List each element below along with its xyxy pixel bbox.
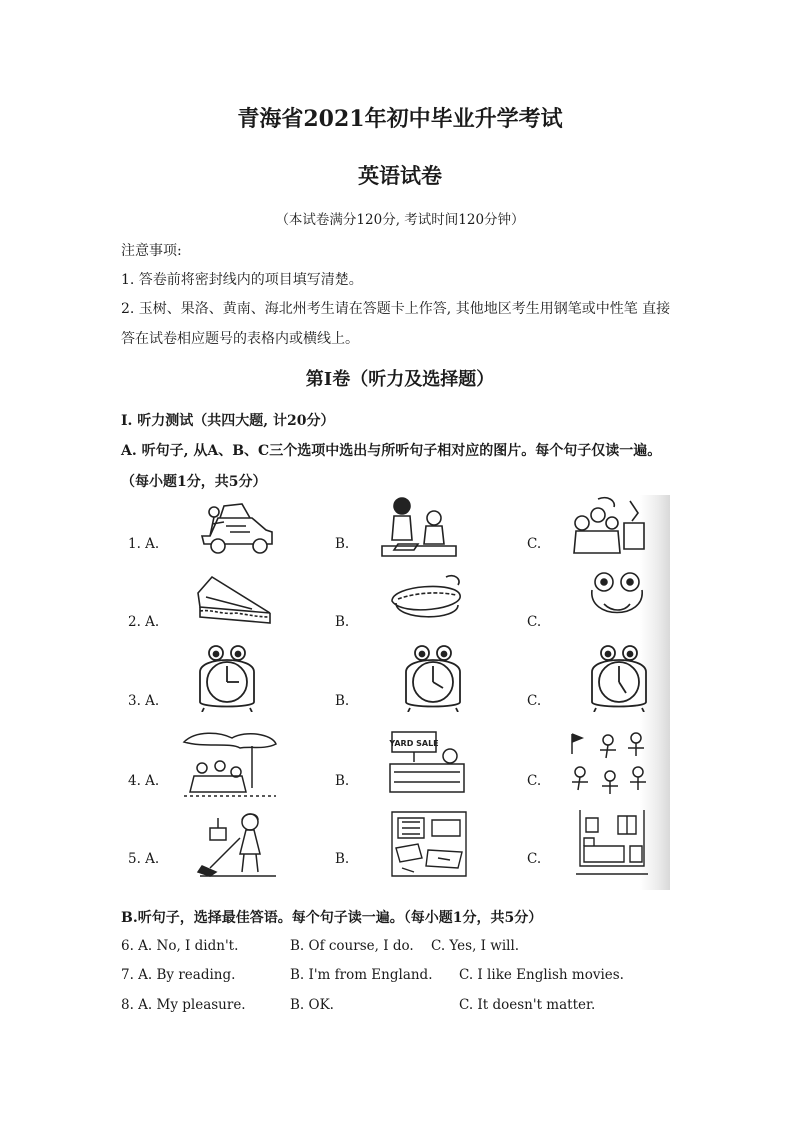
messy-room-icon (388, 808, 470, 880)
q1-c-label: C. (527, 536, 542, 552)
note-item-2-line-2: 答在试卷相应题号的表格内或横线上。 (121, 331, 359, 347)
clock-icon (586, 644, 652, 712)
q4-c-label: C. (527, 773, 542, 789)
q5-label: 5. A. (128, 851, 160, 867)
part-b-instruction: B.听句子，选择最佳答语。每个句子读一遍。（每小题1分，共5分） (121, 910, 543, 926)
q8-option-a: 8. A. My pleasure. (121, 997, 246, 1013)
part-a-scoring: （每小题1分，共5分） (121, 474, 267, 490)
sandwich-icon (192, 573, 274, 627)
clock-icon (194, 644, 260, 712)
part-1-heading: I. 听力测试（共四大题, 计20分） (121, 413, 335, 429)
q4-label: 4. A. (128, 773, 160, 789)
q1-b-label: B. (335, 536, 350, 552)
q4-b-label: B. (335, 773, 350, 789)
q1-label: 1. A. (128, 536, 160, 552)
q2-label: 2. A. (128, 614, 160, 630)
q8-option-c: C. It doesn't matter. (459, 997, 596, 1013)
hot-dog-icon (386, 573, 466, 627)
kids-playing-icon (566, 726, 650, 798)
teacher-student-icon (378, 494, 460, 560)
q6-option-b: B. Of course, I do. (290, 938, 414, 954)
exam-info: （本试卷满分120分, 考试时间120分钟） (275, 212, 525, 228)
yard-sale-icon (384, 728, 470, 798)
note-item-2-line-1: 2. 玉树、果洛、黄南、海北州考生请在答题卡上作答, 其他地区考生用钢笔或中性笔 直接 (121, 301, 671, 317)
picnic-icon (180, 728, 280, 800)
q7-option-c: C. I like English movies. (459, 967, 624, 983)
exam-subject: 英语试卷 (358, 163, 442, 188)
q6-option-a: 6. A. No, I didn't. (121, 938, 239, 954)
section-title: 第I卷（听力及选择题） (305, 369, 495, 390)
bedroom-icon (574, 806, 650, 880)
q2-b-label: B. (335, 614, 350, 630)
q2-c-label: C. (527, 614, 542, 630)
q3-label: 3. A. (128, 693, 160, 709)
q3-c-label: C. (527, 693, 542, 709)
q8-option-b: B. OK. (290, 997, 334, 1013)
car-repair-icon (190, 496, 280, 558)
q6-option-c: C. Yes, I will. (431, 938, 520, 954)
notes-heading: 注意事项: (121, 243, 182, 259)
q7-option-b: B. I'm from England. (290, 967, 433, 983)
girl-sweeping-icon (196, 810, 278, 880)
family-tv-icon (568, 493, 648, 561)
part-a-instruction: A. 听句子, 从A、B、C三个选项中选出与所听句子相对应的图片。每个句子仅读一遍。 (121, 443, 662, 459)
note-item-1: 1. 答卷前将密封线内的项目填写清楚。 (121, 272, 363, 288)
exam-title: 青海省2021年初中毕业升学考试 (237, 106, 563, 132)
yard-sale-sign-text: YARD SALE (389, 739, 439, 748)
frog-icon (586, 570, 648, 630)
q5-b-label: B. (335, 851, 350, 867)
q5-c-label: C. (527, 851, 542, 867)
q3-b-label: B. (335, 693, 350, 709)
q7-option-a: 7. A. By reading. (121, 967, 236, 983)
clock-icon (400, 644, 466, 712)
